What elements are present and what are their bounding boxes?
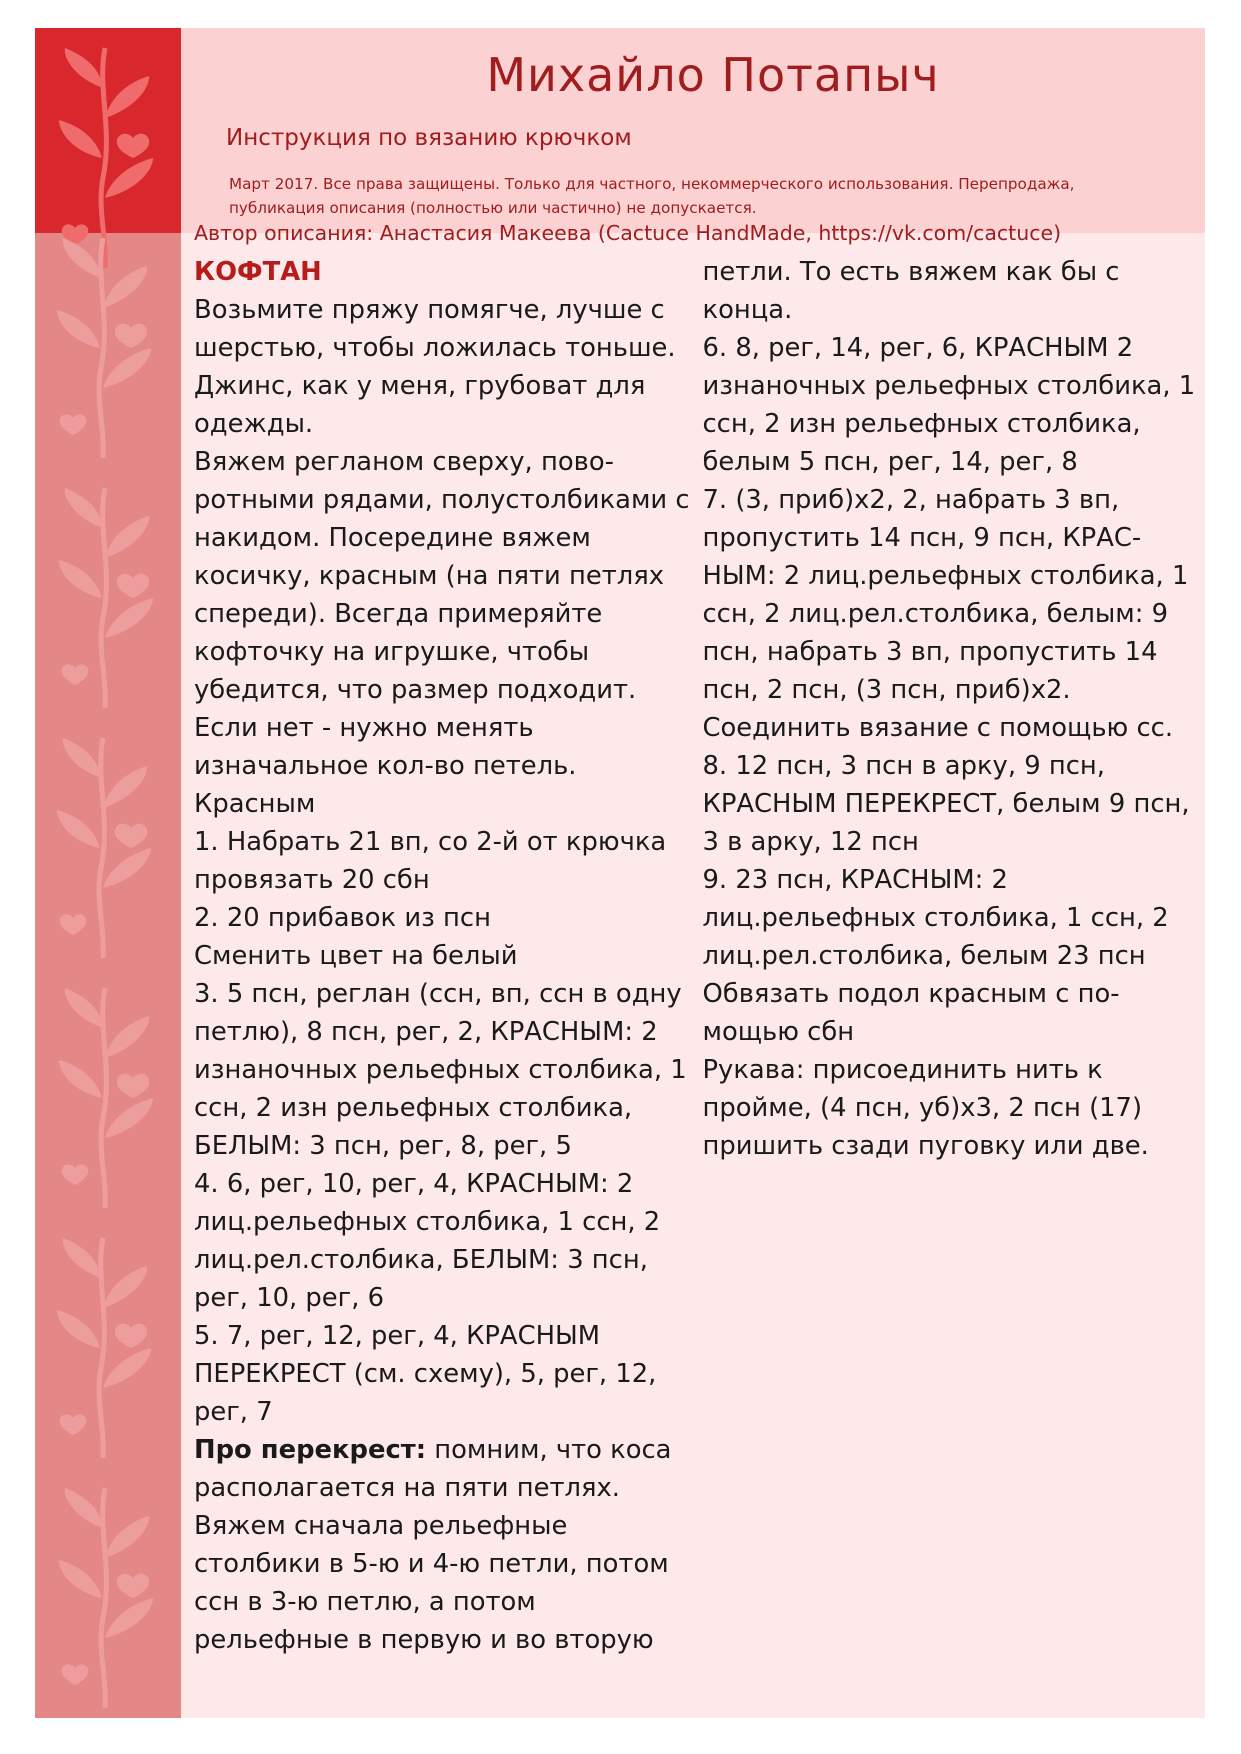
paragraph: Сменить цвет на белый [194,941,518,971]
document-header [181,28,1205,233]
document-title: Михайло Потапыч [486,48,940,102]
cross-label: Про перекрест: [194,1435,427,1465]
paragraph: 9. 23 псн, КРАСНЫМ: 2 лиц.рельефных столбика, 1 ссн, 2 лиц.рел.столбика, белым 23 псн [702,865,1169,971]
paragraph: Вяжем регланом сверху, поворотными рядами, полустолбиками с накидом. Посередине вяжем косичку, красным (на пяти петлях спереди). Всегда примеряйте кофточку на игрушке, чтобы убедится, что размер подходит. Если нет - нужно менять изначальное кол-во петель. [194,447,690,781]
floral-ornament-icon [35,28,181,1718]
paragraph: 4. 6, рег, 10, рег, 4, КРАСНЫМ: 2 лиц.рельефных столбика, 1 ссн, 2 лиц.рел.столбика, БЕЛЫМ: 3 псн, рег, 10, рег, 6 [194,1169,661,1313]
paragraph: Красным [194,789,316,819]
section-heading: КОФТАН [194,257,322,287]
cross-text: помним, что коса располагается на пяти петлях. Вяжем сначала рельефные столбики в 5-ю и 4-ю петли, потом ссн в 3-ю петлю, а потом рельефные в первую и во вторую петли. То есть вяжем как бы с конца. [194,257,1120,1655]
paragraph: Рукава: присоединить нить к пройме, (4 псн, уб)х3, 2 псн (17) [702,1055,1143,1123]
paragraph: 6. 8, рег, 14, рег, 6, КРАСНЫМ 2 изнаночных рельефных столбика, 1 ссн, 2 изн рельефных столбика, белым 5 псн, рег, 14, рег, 8 [702,333,1196,477]
paragraph: 8. 12 псн, 3 псн в арку, 9 псн, КРАСНЫМ ПЕРЕКРЕСТ, белым 9 псн, 3 в арку, 12 псн [702,751,1190,857]
paragraph: Обвязать подол красным с помощью сбн [702,979,1120,1047]
decorative-sidebar [35,28,181,1718]
paragraph: 3. 5 псн, реглан (ссн, вп, ссн в одну петлю), 8 псн, рег, 2, КРАСНЫМ: 2 изнаночных рельефных столбика, 1 ссн, 2 изн рельефных столбика, БЕЛЫМ: 3 псн, рег, 8, рег, 5 [194,979,687,1161]
paragraph: Возьмите пряжу помягче, лучше с шерстью, чтобы ложилась тоньше. Джинс, как у меня, грубоват для одежды. [194,295,676,439]
paragraph: 1. Набрать 21 вп, со 2-й от крючка провязать 20 сбн [194,827,667,895]
paragraph: 7. (3, приб)х2, 2, набрать 3 вп, пропустить 14 псн, 9 псн, КРАСНЫМ: 2 лиц.рельефных столбика, 1 ссн, 2 лиц.рел.столбика, белым: 9 псн, набрать 3 вп, пропустить 14 псн, 2 псн, (3 псн, приб)х2. Соединить вязание с помощью сс. [702,485,1189,743]
article-body [194,253,1199,1693]
document-subtitle: Инструкция по вязанию крючком [226,125,632,151]
copyright-notice: Март 2017. Все права защищены. Только для частного, некоммерческого использования. Перепродажа, публикация описания (полностью или частично) не допускается. [229,175,1075,217]
paragraph: пришить сзади пуговку или две. [702,1131,1149,1161]
author-line: Автор описания: Анастасия Макеева (Cactuce HandMade, https://vk.com/cactuce) [194,221,1062,245]
paragraph: 2. 20 прибавок из псн [194,903,491,933]
paragraph: 5. 7, рег, 12, рег, 4, КРАСНЫМ ПЕРЕКРЕСТ (см. схему), 5, рег, 12, рег, 7 [194,1321,657,1427]
